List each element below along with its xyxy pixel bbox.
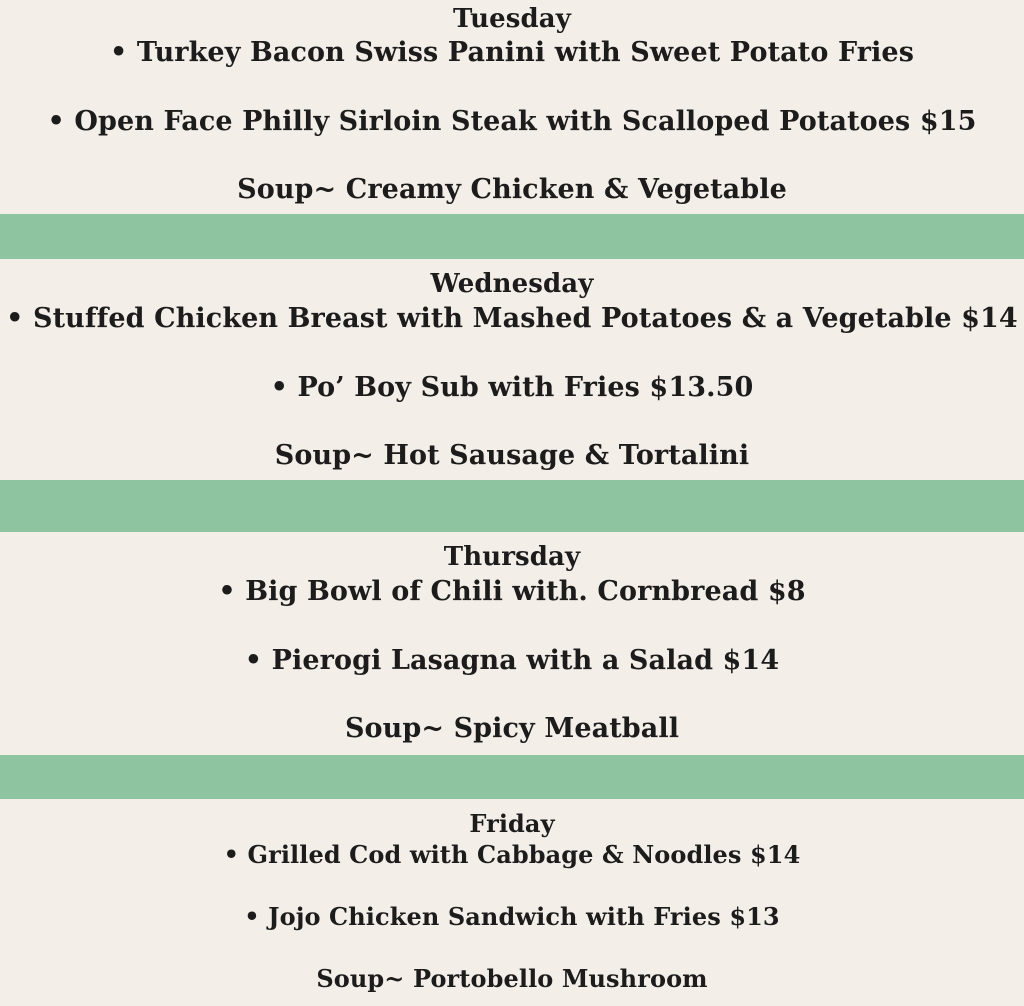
menu-item: • Big Bowl of Chili with. Cornbread $8 [218, 576, 806, 607]
soup-of-the-day: Soup~ Hot Sausage & Tortalini [274, 440, 750, 471]
menu-item: • Open Face Philly Sirloin Steak with Scalloped Potatoes $15 [47, 106, 977, 137]
menu-item: • Po’ Boy Sub with Fries $13.50 [270, 372, 754, 403]
day-heading: Thursday [443, 542, 581, 572]
section-divider [0, 480, 1024, 532]
menu-item: • Turkey Bacon Swiss Panini with Sweet Potato Fries [110, 37, 914, 68]
soup-of-the-day: Soup~ Spicy Meatball [344, 713, 680, 744]
day-heading: Friday [469, 809, 555, 838]
menu-section-friday [0, 799, 1024, 1006]
soup-of-the-day: Soup~ Creamy Chicken & Vegetable [237, 174, 787, 205]
menu-item: • Pierogi Lasagna with a Salad $14 [244, 645, 780, 676]
menu-section-wednesday [0, 259, 1024, 480]
day-heading: Wednesday [430, 269, 594, 299]
menu-item: • Stuffed Chicken Breast with Mashed Potatoes & a Vegetable $14 [6, 303, 1018, 334]
menu-section-tuesday [0, 0, 1024, 214]
soup-of-the-day: Soup~ Portobello Mushroom [316, 964, 708, 993]
menu-item: • Jojo Chicken Sandwich with Fries $13 [244, 902, 780, 931]
day-heading: Tuesday [453, 4, 571, 34]
menu-section-thursday [0, 532, 1024, 755]
section-divider [0, 214, 1024, 259]
section-divider [0, 755, 1024, 799]
menu-item: • Grilled Cod with Cabbage & Noodles $14 [223, 840, 801, 869]
